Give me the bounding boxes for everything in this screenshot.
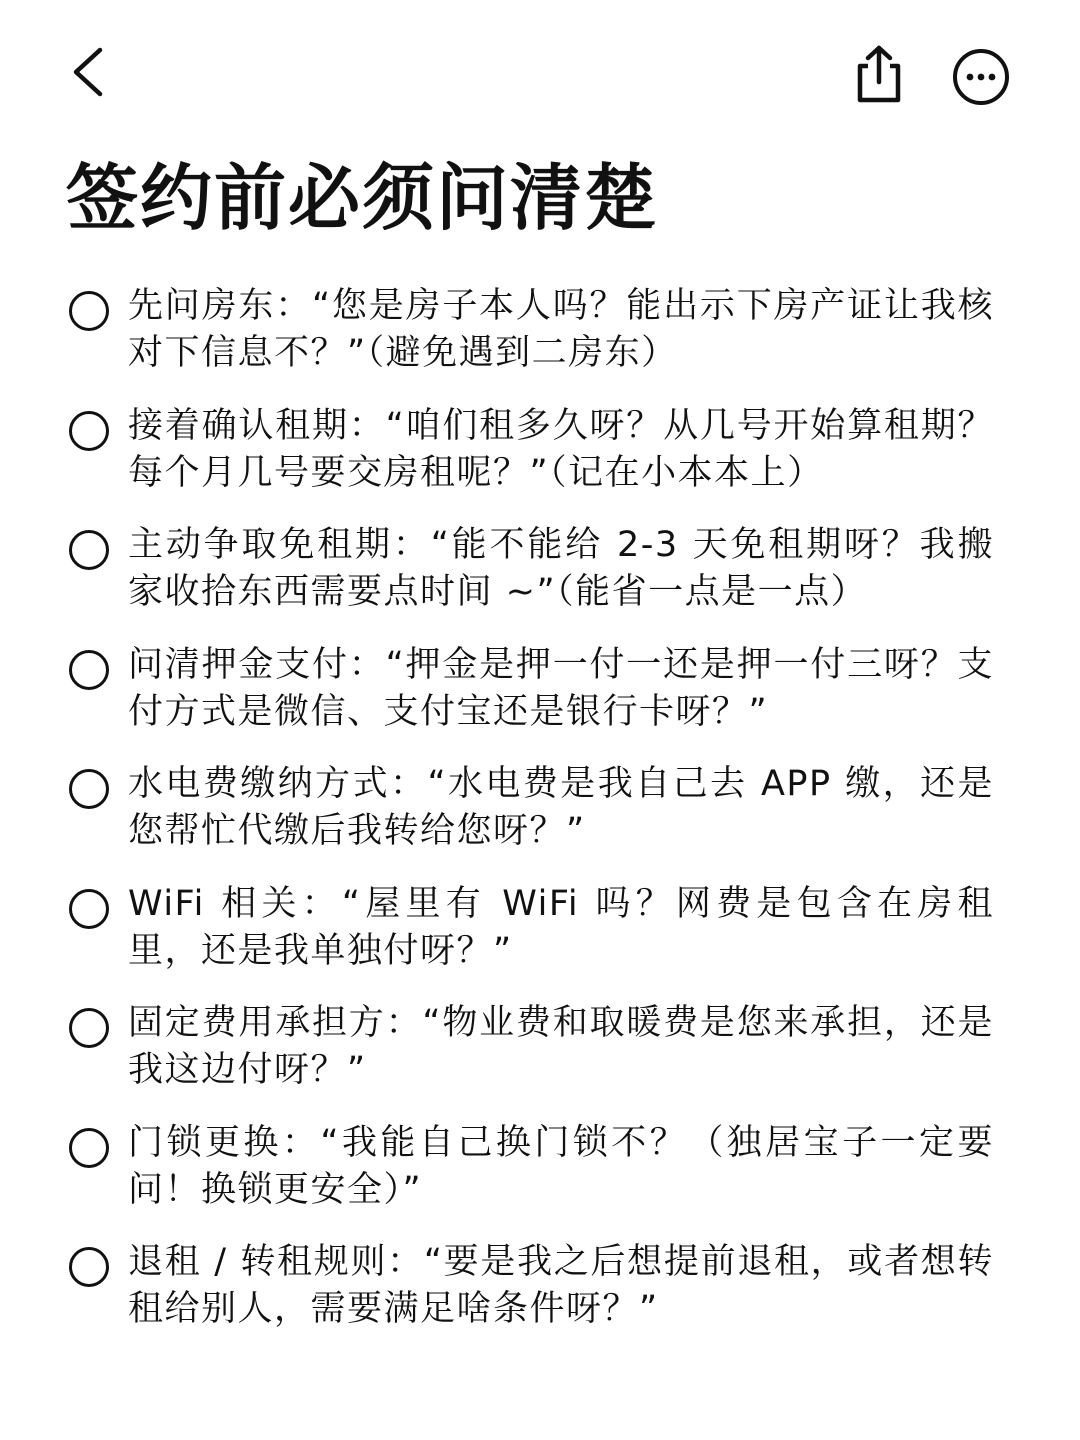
checklist-item (0, 642, 1080, 762)
checkbox-circle-icon[interactable] (69, 1008, 109, 1048)
checklist-item-text: 问清押金支付：“押金是押一付一还是押一付三呀？支付方式是微信、支付宝还是银行卡呀？” (128, 644, 994, 732)
checkbox-circle-icon[interactable] (69, 530, 109, 570)
checklist-item (0, 522, 1080, 642)
checklist-item (0, 403, 1080, 523)
back-button[interactable] (62, 42, 122, 102)
more-horizontal-icon (950, 46, 1012, 108)
checkbox-circle-icon[interactable] (69, 291, 109, 331)
checklist-item-text: 门锁更换：“我能自己换门锁不？（独居宝子一定要问！换锁更安全）” (128, 1122, 994, 1210)
more-button[interactable] (950, 46, 1012, 108)
top-bar (0, 0, 1080, 150)
checklist-item-text: 退租 / 转租规则：“要是我之后想提前退租，或者想转租给别人，需要满足啥条件呀？” (128, 1242, 994, 1329)
page-title: 签约前必须问清楚 (66, 156, 659, 240)
checkbox-circle-icon[interactable] (69, 769, 109, 809)
chevron-left-icon (62, 42, 122, 102)
checklist-item (0, 1000, 1080, 1120)
checkbox-circle-icon[interactable] (69, 650, 109, 690)
checklist-item-text: 水电费缴纳方式：“水电费是我自己去 APP 缴，还是您帮忙代缴后我转给您呀？” (128, 764, 994, 851)
checklist-item (0, 283, 1080, 403)
checklist-item-text: 固定费用承担方：“物业费和取暖费是您来承担，还是我这边付呀？” (128, 1003, 994, 1090)
checklist-item (0, 761, 1080, 881)
checkbox-circle-icon[interactable] (69, 1247, 109, 1287)
checkbox-circle-icon[interactable] (69, 1128, 109, 1168)
checkbox-circle-icon[interactable] (69, 411, 109, 451)
share-button[interactable] (846, 42, 912, 108)
checklist-item-text: 先问房东：“您是房子本人吗？能出示下房产证让我核对下信息不？”（避免遇到二房东） (128, 286, 994, 373)
checklist (0, 283, 1080, 1359)
checklist-item-text: 接着确认租期：“咱们租多久呀？从几号开始算租期？每个月几号要交房租呢？”（记在小本本上） (128, 405, 994, 493)
checklist-item-text: WiFi 相关：“屋里有 WiFi 吗？网费是包含在房租里，还是我单独付呀？” (128, 883, 994, 971)
checkbox-circle-icon[interactable] (69, 889, 109, 929)
share-icon (846, 42, 912, 108)
checklist-item-text: 主动争取免租期：“能不能给 2-3 天免租期呀？我搬家收拾东西需要点时间 ~”（能省一点是一点） (128, 525, 994, 612)
checklist-item (0, 881, 1080, 1001)
checklist-item (0, 1120, 1080, 1240)
checklist-item (0, 1239, 1080, 1359)
